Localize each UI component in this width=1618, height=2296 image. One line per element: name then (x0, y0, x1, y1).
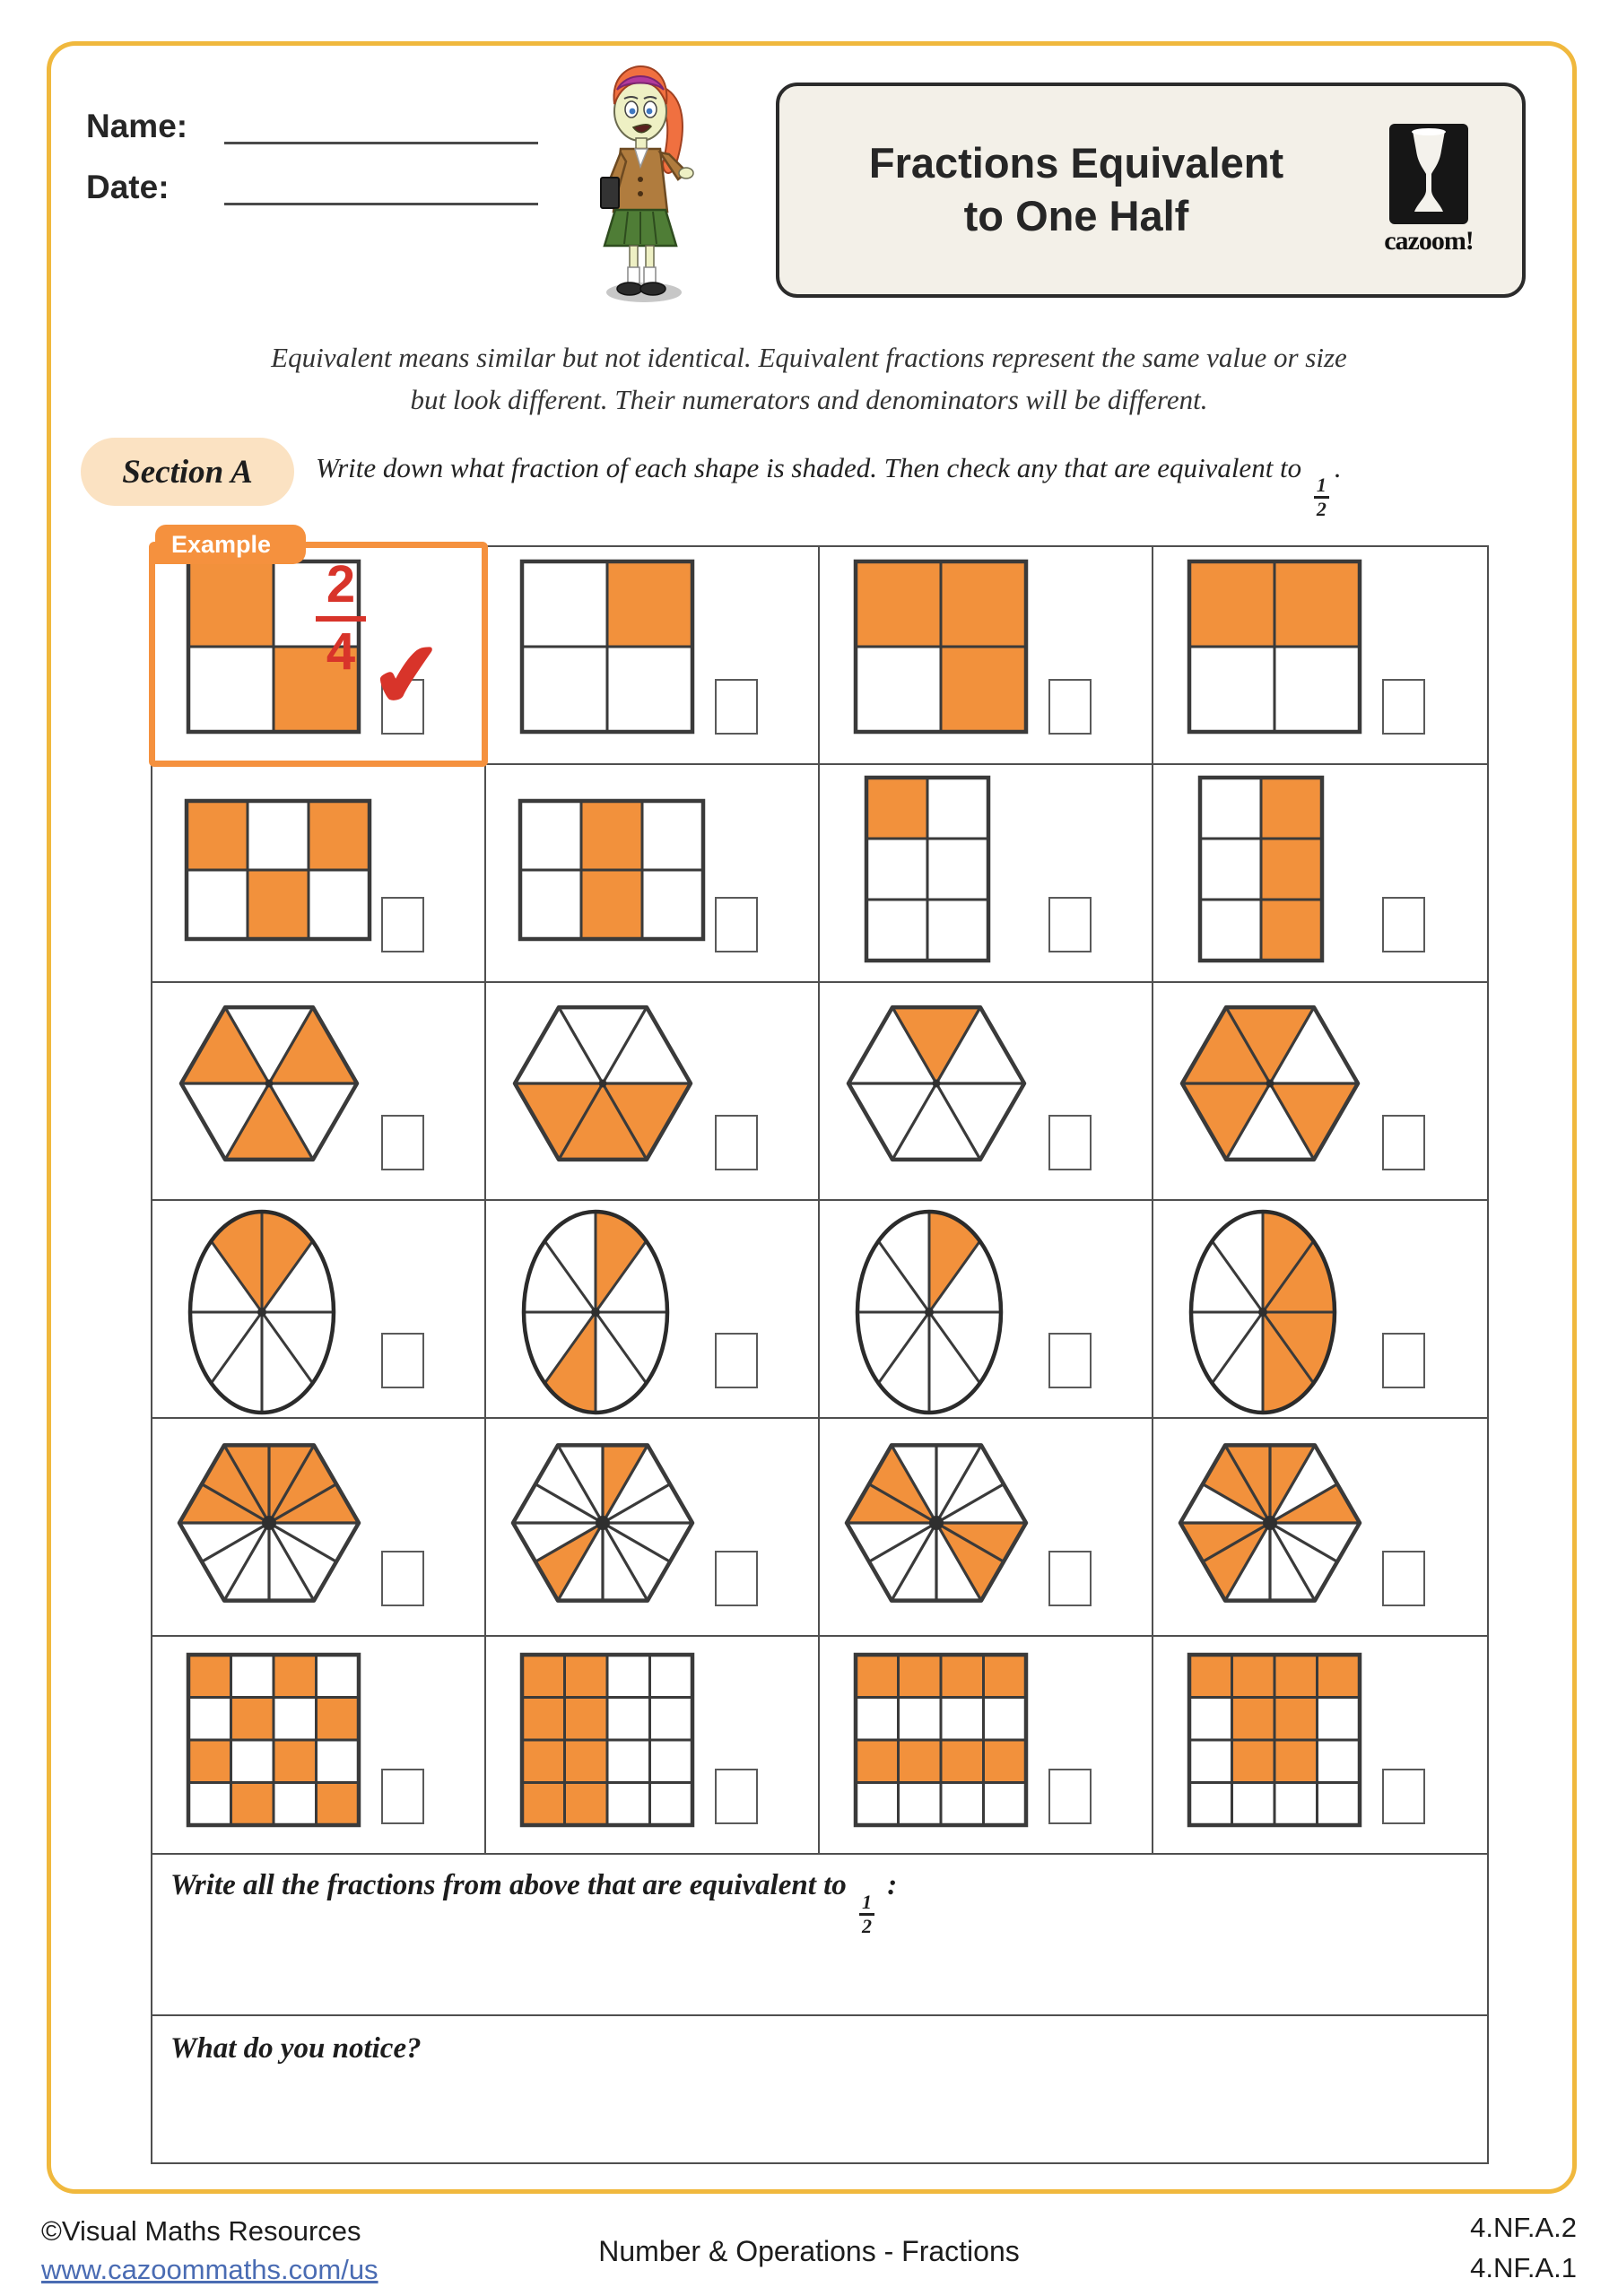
fraction-shape-4-of-6 (1153, 983, 1487, 1201)
date-label: Date: (86, 169, 170, 205)
fraction-shape-1-of-8 (820, 1201, 1153, 1419)
fraction-cell-r4c3 (820, 1201, 1153, 1419)
fraction-cell-r3c3 (820, 983, 1153, 1201)
fraction-cell-r2c1 (152, 765, 486, 983)
equivalent-checkbox-r1c3[interactable] (1048, 679, 1092, 735)
what-do-you-notice-answer-area[interactable] (152, 2018, 1487, 2162)
title-box (776, 83, 1526, 298)
equivalent-checkbox-r1c4[interactable] (1382, 679, 1425, 735)
cazoom-wordmark: cazoom! (1384, 226, 1474, 256)
fraction-cell-r1c3 (820, 547, 1153, 765)
standard-code: 4.NF.A.1 (1470, 2251, 1577, 2283)
fraction-cell-r5c1 (152, 1419, 486, 1637)
footer-topic: Number & Operations - Fractions (598, 2235, 1020, 2267)
fraction-cell-r5c4 (1153, 1419, 1487, 1637)
fraction-cell-r3c2 (486, 983, 820, 1201)
fraction-cell-r4c4 (1153, 1201, 1487, 1419)
fraction-shape-4-of-8 (1153, 1201, 1487, 1419)
fraction-cell-r6c1 (152, 1637, 486, 1855)
equivalent-checkbox-r2c2[interactable] (715, 897, 758, 952)
fraction-shape-1-of-4 (486, 547, 820, 765)
fraction-cell-r4c2 (486, 1201, 820, 1419)
fraction-cell-r4c1 (152, 1201, 486, 1419)
equivalent-checkbox-r4c4[interactable] (1382, 1333, 1425, 1388)
fraction-cell-r3c4 (1153, 983, 1487, 1201)
fraction-shape-3-of-6 (152, 983, 486, 1201)
intro-text: Equivalent means similar but not identical. Equivalent fractions represent the same value or size but look different. Their numerators and denominators will be different. (271, 342, 1347, 415)
student-character-illustration (551, 45, 730, 309)
equivalent-checkbox-r2c3[interactable] (1048, 897, 1092, 952)
fraction-shape-1-of-6 (820, 983, 1153, 1201)
fraction-cell-r1c4 (1153, 547, 1487, 765)
fraction-cell-r5c2 (486, 1419, 820, 1637)
fraction-cell-r1c2 (486, 547, 820, 765)
fraction-shape-8-of-16 (1153, 1637, 1487, 1855)
fraction-shape-2-of-4 (1153, 547, 1487, 765)
fraction-cell-r2c3 (820, 765, 1153, 983)
standard-code: 4.NF.A.2 (1470, 2212, 1577, 2243)
equivalent-checkbox-r4c2[interactable] (715, 1333, 758, 1388)
equivalent-checkbox-r3c3[interactable] (1048, 1115, 1092, 1170)
date-input-line[interactable] (224, 167, 538, 205)
equivalent-checkbox-r2c1[interactable] (381, 897, 424, 952)
equivalent-checkbox-r4c1[interactable] (381, 1333, 424, 1388)
example-tab-label: Example (155, 525, 306, 564)
fraction-cell-r5c3 (820, 1419, 1153, 1637)
fraction-shape-3-of-6 (1153, 765, 1487, 983)
fraction-shape-8-of-16 (486, 1637, 820, 1855)
fraction-shape-3-of-6 (486, 983, 820, 1201)
fraction-shape-1-of-6 (820, 765, 1153, 983)
equivalent-checkbox-r6c4[interactable] (1382, 1769, 1425, 1824)
equivalent-checkbox-r4c3[interactable] (1048, 1333, 1092, 1388)
cazoom-goblet-icon (1389, 124, 1468, 224)
website-link[interactable]: www.cazoommaths.com/us (41, 2254, 378, 2286)
equivalent-checkbox-r1c2[interactable] (715, 679, 758, 735)
fraction-cell-r6c2 (486, 1637, 820, 1855)
equivalent-checkbox-r6c3[interactable] (1048, 1769, 1092, 1824)
equivalent-fractions-answer-area[interactable] (152, 1855, 1487, 2016)
fraction-grid (151, 531, 1489, 2164)
name-input-line[interactable] (224, 106, 538, 144)
section-a-instruction: Write down what fraction of each shape is shaded. Then check any that are equivalent to $\frac{1}{2}$ . (316, 452, 1342, 521)
equivalent-checkbox-r3c4[interactable] (1382, 1115, 1425, 1170)
fraction-cell-r3c1 (152, 983, 486, 1201)
section-a-label: Section A (81, 438, 294, 506)
fraction-shape-3-of-4 (820, 547, 1153, 765)
equivalent-checkbox-r5c3[interactable] (1048, 1551, 1092, 1606)
fraction-shape-2-of-6 (486, 765, 820, 983)
fraction-shape-8-of-16 (152, 1637, 486, 1855)
fraction-shape-2-of-8 (152, 1201, 486, 1419)
equivalent-checkbox-r5c4[interactable] (1382, 1551, 1425, 1606)
instruction-fraction: $\frac{1}{2}$ (1314, 474, 1329, 520)
equivalent-checkbox-r3c2[interactable] (715, 1115, 758, 1170)
equivalent-checkbox-r6c1[interactable] (381, 1769, 424, 1824)
cazoom-logo (1348, 124, 1522, 257)
notice-prompt: What do you notice? (170, 2032, 422, 2065)
fraction-shape-8-of-16 (820, 1637, 1153, 1855)
equivalent-checkbox-r6c2[interactable] (715, 1769, 758, 1824)
name-label: Name: (86, 108, 188, 144)
fraction-cell-r2c2 (486, 765, 820, 983)
example-answer-fraction: 2 4 (312, 558, 370, 680)
equivalent-fractions-prompt: Write all the fractions from above that are equivalent to $\frac{1}{2}$ : (170, 1869, 898, 1938)
fraction-shape-6-of-12 (152, 1419, 486, 1637)
footer-standards (1470, 2208, 1577, 2289)
equivalent-checkbox-r2c4[interactable] (1382, 897, 1425, 952)
fraction-shape-2-of-8 (486, 1201, 820, 1419)
fraction-cell-r2c4 (1153, 765, 1487, 983)
fraction-shape-3-of-6 (152, 765, 486, 983)
page-title: Fractions Equivalent to One Half (868, 139, 1284, 239)
fraction-shape-6-of-12 (1153, 1419, 1487, 1637)
fraction-cell-r1c1 (152, 531, 486, 765)
fraction-cell-r6c3 (820, 1637, 1153, 1855)
example-checkmark-icon: ✔ (366, 624, 448, 727)
fraction-cell-r6c4 (1153, 1637, 1487, 1855)
equivalent-checkbox-r3c1[interactable] (381, 1115, 424, 1170)
copyright-text: ©Visual Maths Resources (41, 2215, 361, 2247)
equivalent-checkbox-r5c1[interactable] (381, 1551, 424, 1606)
fraction-shape-2-of-12 (486, 1419, 820, 1637)
fraction-shape-4-of-12 (820, 1419, 1153, 1637)
equivalent-checkbox-r5c2[interactable] (715, 1551, 758, 1606)
